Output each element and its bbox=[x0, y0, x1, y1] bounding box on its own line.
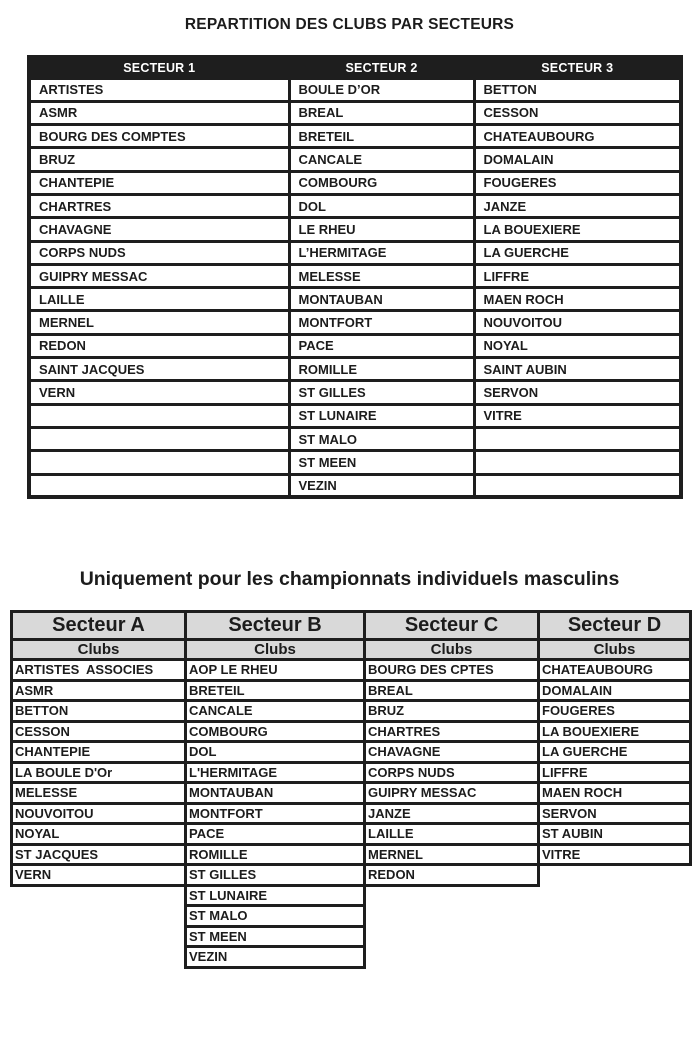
club-cell: VITRE bbox=[539, 844, 691, 865]
table-row bbox=[186, 947, 365, 968]
clubs-subheader: Clubs bbox=[539, 640, 691, 660]
club-cell: CANCALE bbox=[289, 148, 474, 171]
table-row bbox=[365, 803, 539, 824]
sector-header: Secteur D bbox=[539, 612, 691, 640]
club-cell: MAEN ROCH bbox=[474, 288, 681, 311]
table-row bbox=[12, 742, 186, 763]
individual-championships-table bbox=[10, 610, 692, 969]
table-row bbox=[365, 762, 539, 783]
club-cell: ROMILLE bbox=[289, 358, 474, 381]
table-row bbox=[12, 721, 186, 742]
club-cell: SERVON bbox=[539, 803, 691, 824]
club-cell: BRUZ bbox=[29, 148, 289, 171]
table-row bbox=[365, 844, 539, 865]
club-cell bbox=[474, 427, 681, 450]
club-cell: DOL bbox=[289, 194, 474, 217]
club-cell: GUIPRY MESSAC bbox=[29, 264, 289, 287]
table-row bbox=[539, 844, 691, 865]
club-cell: ROMILLE bbox=[186, 844, 365, 865]
table-row bbox=[29, 101, 681, 124]
table-row bbox=[186, 885, 365, 906]
club-cell: NOUVOITOU bbox=[474, 311, 681, 334]
club-cell: ST LUNAIRE bbox=[289, 404, 474, 427]
club-cell bbox=[474, 451, 681, 474]
club-cell: SAINT AUBIN bbox=[474, 358, 681, 381]
club-cell: LA BOUEXIERE bbox=[474, 218, 681, 241]
sector-column bbox=[363, 610, 540, 887]
club-cell: ST MALO bbox=[289, 427, 474, 450]
club-cell: PACE bbox=[289, 334, 474, 357]
table-row bbox=[365, 783, 539, 804]
club-cell: DOMALAIN bbox=[474, 148, 681, 171]
club-cell: MONTAUBAN bbox=[186, 783, 365, 804]
club-cell: ST GILLES bbox=[186, 865, 365, 886]
club-cell: CESSON bbox=[12, 721, 186, 742]
table-row bbox=[186, 762, 365, 783]
table-row bbox=[186, 721, 365, 742]
table-row bbox=[29, 334, 681, 357]
club-cell: BOURG DES CPTES bbox=[365, 660, 539, 681]
club-cell: CHANTEPIE bbox=[29, 171, 289, 194]
club-cell: ST MEEN bbox=[186, 926, 365, 947]
table-row bbox=[29, 358, 681, 381]
club-cell: CHARTRES bbox=[29, 194, 289, 217]
club-cell: FOUGERES bbox=[539, 701, 691, 722]
club-cell: ARTISTES bbox=[29, 78, 289, 101]
club-cell: CANCALE bbox=[186, 701, 365, 722]
club-cell: LA GUERCHE bbox=[539, 742, 691, 763]
table-row bbox=[29, 451, 681, 474]
club-cell: BREAL bbox=[289, 101, 474, 124]
table-row bbox=[539, 721, 691, 742]
table-row bbox=[29, 288, 681, 311]
table-row bbox=[29, 194, 681, 217]
club-cell: CHARTRES bbox=[365, 721, 539, 742]
club-cell: ARTISTES ASSOCIES bbox=[12, 660, 186, 681]
table-row bbox=[539, 660, 691, 681]
club-cell: CHATEAUBOURG bbox=[474, 125, 681, 148]
table-row bbox=[539, 762, 691, 783]
column-header-secteur-1: SECTEUR 1 bbox=[29, 57, 289, 78]
club-cell: ST GILLES bbox=[289, 381, 474, 404]
club-cell: BRUZ bbox=[365, 701, 539, 722]
table-row bbox=[539, 701, 691, 722]
club-cell: COMBOURG bbox=[289, 171, 474, 194]
club-cell: CHAVAGNE bbox=[365, 742, 539, 763]
club-cell: CHAVAGNE bbox=[29, 218, 289, 241]
club-cell: LA BOULE D'Or bbox=[12, 762, 186, 783]
clubs-subheader: Clubs bbox=[186, 640, 365, 660]
club-cell: NOYAL bbox=[474, 334, 681, 357]
club-cell: MONTFORT bbox=[186, 803, 365, 824]
club-cell: VERN bbox=[12, 865, 186, 886]
club-cell: BETTON bbox=[474, 78, 681, 101]
club-cell bbox=[29, 451, 289, 474]
table-row bbox=[12, 803, 186, 824]
club-cell: MERNEL bbox=[365, 844, 539, 865]
club-cell: CHANTEPIE bbox=[12, 742, 186, 763]
club-cell: LE RHEU bbox=[289, 218, 474, 241]
table-row bbox=[539, 824, 691, 845]
club-cell: JANZE bbox=[365, 803, 539, 824]
table-row bbox=[12, 865, 186, 886]
table-row bbox=[12, 660, 186, 681]
club-cell: CORPS NUDS bbox=[365, 762, 539, 783]
club-cell: LIFFRE bbox=[539, 762, 691, 783]
club-cell bbox=[474, 474, 681, 497]
table-row bbox=[186, 803, 365, 824]
table-row bbox=[12, 762, 186, 783]
table-row bbox=[186, 701, 365, 722]
table-row bbox=[29, 171, 681, 194]
table-row bbox=[12, 783, 186, 804]
table-row bbox=[365, 660, 539, 681]
club-cell: BETTON bbox=[12, 701, 186, 722]
table-row bbox=[365, 701, 539, 722]
club-cell: VITRE bbox=[474, 404, 681, 427]
club-cell: COMBOURG bbox=[186, 721, 365, 742]
club-cell: LAILLE bbox=[29, 288, 289, 311]
table-row bbox=[186, 844, 365, 865]
table-row bbox=[186, 742, 365, 763]
club-cell: L’HERMITAGE bbox=[289, 241, 474, 264]
club-cell: BOURG DES COMPTES bbox=[29, 125, 289, 148]
club-cell: LA GUERCHE bbox=[474, 241, 681, 264]
club-cell: MELESSE bbox=[12, 783, 186, 804]
table-row bbox=[365, 680, 539, 701]
club-cell bbox=[29, 404, 289, 427]
club-cell: VEZIN bbox=[186, 947, 365, 968]
club-cell: GUIPRY MESSAC bbox=[365, 783, 539, 804]
table-row bbox=[12, 680, 186, 701]
club-cell: SAINT JACQUES bbox=[29, 358, 289, 381]
table-row bbox=[29, 148, 681, 171]
club-cell: ASMR bbox=[12, 680, 186, 701]
club-cell: ASMR bbox=[29, 101, 289, 124]
page-title: REPARTITION DES CLUBS PAR SECTEURS bbox=[184, 16, 515, 33]
table-row bbox=[29, 404, 681, 427]
club-cell: ST LUNAIRE bbox=[186, 885, 365, 906]
club-cell: REDON bbox=[365, 865, 539, 886]
club-cell bbox=[29, 474, 289, 497]
club-cell: MELESSE bbox=[289, 264, 474, 287]
table-row bbox=[12, 824, 186, 845]
table-row bbox=[29, 78, 681, 101]
table-row bbox=[29, 381, 681, 404]
table-row bbox=[12, 844, 186, 865]
club-cell: DOL bbox=[186, 742, 365, 763]
sector-header: Secteur C bbox=[365, 612, 539, 640]
club-cell bbox=[29, 427, 289, 450]
club-cell: PACE bbox=[186, 824, 365, 845]
column-header-secteur-3: SECTEUR 3 bbox=[474, 57, 681, 78]
club-cell: BRETEIL bbox=[289, 125, 474, 148]
table-row bbox=[29, 474, 681, 497]
table-row bbox=[186, 660, 365, 681]
table-row bbox=[29, 264, 681, 287]
club-cell: MERNEL bbox=[29, 311, 289, 334]
table-row bbox=[539, 803, 691, 824]
club-cell: L'HERMITAGE bbox=[186, 762, 365, 783]
club-cell: CESSON bbox=[474, 101, 681, 124]
club-cell: LA BOUEXIERE bbox=[539, 721, 691, 742]
club-cell: ST MEEN bbox=[289, 451, 474, 474]
table-row bbox=[539, 742, 691, 763]
club-cell: REDON bbox=[29, 334, 289, 357]
sector-header: Secteur A bbox=[12, 612, 186, 640]
table-row bbox=[186, 906, 365, 927]
club-cell: BOULE D’OR bbox=[289, 78, 474, 101]
club-cell: JANZE bbox=[474, 194, 681, 217]
table-row bbox=[539, 680, 691, 701]
club-cell: VERN bbox=[29, 381, 289, 404]
table-row bbox=[539, 783, 691, 804]
club-cell: NOUVOITOU bbox=[12, 803, 186, 824]
table-row bbox=[29, 427, 681, 450]
table-row bbox=[29, 311, 681, 334]
club-cell: FOUGERES bbox=[474, 171, 681, 194]
club-cell: ST JACQUES bbox=[12, 844, 186, 865]
section-title: Uniquement pour les championnats individuels masculins bbox=[79, 568, 620, 590]
table-row bbox=[12, 701, 186, 722]
table-row bbox=[186, 783, 365, 804]
column-header-secteur-2: SECTEUR 2 bbox=[289, 57, 474, 78]
clubs-subheader: Clubs bbox=[12, 640, 186, 660]
club-cell: LIFFRE bbox=[474, 264, 681, 287]
club-cell: CHATEAUBOURG bbox=[539, 660, 691, 681]
table-row bbox=[186, 824, 365, 845]
sector-repartition-table bbox=[27, 55, 683, 499]
table-row bbox=[186, 926, 365, 947]
table-header-row bbox=[29, 57, 681, 78]
sector-column bbox=[184, 610, 366, 969]
club-cell: ST AUBIN bbox=[539, 824, 691, 845]
club-cell: VEZIN bbox=[289, 474, 474, 497]
table-row bbox=[365, 742, 539, 763]
club-cell: LAILLE bbox=[365, 824, 539, 845]
club-cell: BRETEIL bbox=[186, 680, 365, 701]
club-cell: CORPS NUDS bbox=[29, 241, 289, 264]
club-cell: BREAL bbox=[365, 680, 539, 701]
table-row bbox=[365, 824, 539, 845]
table-row bbox=[186, 865, 365, 886]
club-cell: AOP LE RHEU bbox=[186, 660, 365, 681]
table-row bbox=[186, 680, 365, 701]
sector-column bbox=[10, 610, 187, 887]
table-row bbox=[29, 241, 681, 264]
club-cell: DOMALAIN bbox=[539, 680, 691, 701]
clubs-subheader: Clubs bbox=[365, 640, 539, 660]
sector-column bbox=[537, 610, 692, 866]
table-row bbox=[365, 865, 539, 886]
club-cell: NOYAL bbox=[12, 824, 186, 845]
table-row bbox=[365, 721, 539, 742]
club-cell: MAEN ROCH bbox=[539, 783, 691, 804]
table-row bbox=[29, 125, 681, 148]
club-cell: ST MALO bbox=[186, 906, 365, 927]
club-cell: SERVON bbox=[474, 381, 681, 404]
club-cell: MONTFORT bbox=[289, 311, 474, 334]
sector-header: Secteur B bbox=[186, 612, 365, 640]
club-cell: MONTAUBAN bbox=[289, 288, 474, 311]
table-row bbox=[29, 218, 681, 241]
